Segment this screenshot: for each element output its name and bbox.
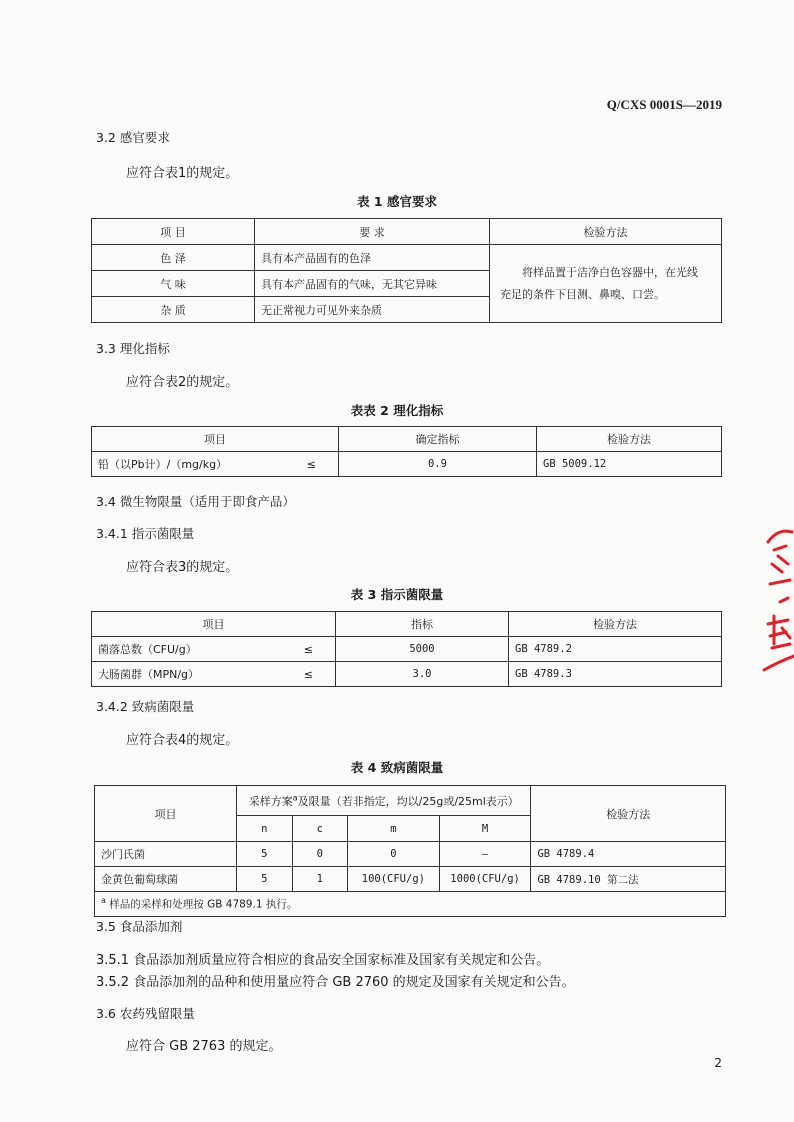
table-cell: 具有本产品固有的气味，无其它异味 xyxy=(255,271,490,297)
section-3-5-heading: 3.5 食品添加剂 xyxy=(96,919,183,934)
table-4-caption: 表 4 致病菌限量 xyxy=(350,760,444,775)
page-number: 2 xyxy=(714,1056,722,1070)
table-header-cell: 检验方法 xyxy=(537,427,722,452)
table-header-cell: 项目 xyxy=(92,612,336,637)
table-1 xyxy=(91,218,722,323)
table-header-cell: 检验方法 xyxy=(509,612,722,637)
table-header-cell: 指标 xyxy=(336,612,509,637)
table-header-cell: 要 求 xyxy=(255,219,490,245)
section-3-2-intro: 应符合表1的规定。 xyxy=(126,166,239,181)
footnote-marker: a xyxy=(292,792,298,802)
seal-stamp-icon xyxy=(760,520,794,690)
table-subheader-n: n xyxy=(237,816,292,842)
table-subheader-c: c xyxy=(292,816,347,842)
footnote-marker: a xyxy=(101,896,106,906)
table-subheader-m: m xyxy=(348,816,440,842)
table-cell: 菌落总数（CFU/g） xyxy=(92,637,268,662)
table-cell: 1000(CFU/g) xyxy=(439,867,531,892)
table-cell: 1 xyxy=(292,867,347,892)
table-cell: 沙门氏菌 xyxy=(95,842,237,867)
table-cell: 100(CFU/g) xyxy=(348,867,440,892)
section-3-4-heading: 3.4 微生物限量（适用于即食产品） xyxy=(96,494,295,509)
table-cell: 大肠菌群（MPN/g） xyxy=(92,662,268,687)
section-3-3-heading: 3.3 理化指标 xyxy=(96,341,170,356)
section-3-4-2-intro: 应符合表4的规定。 xyxy=(126,733,239,748)
table-header-cell: 检验方法 xyxy=(531,786,726,842)
section-3-6-heading: 3.6 农药残留限量 xyxy=(96,1006,195,1021)
table-header-cell: 项目 xyxy=(95,786,237,842)
table-cell: — xyxy=(439,842,531,867)
leq-symbol: ≤ xyxy=(267,662,336,687)
table-cell: GB 4789.3 xyxy=(509,662,722,687)
leq-symbol: ≤ xyxy=(270,452,339,477)
table-2 xyxy=(91,426,722,477)
section-3-3-intro: 应符合表2的规定。 xyxy=(126,375,239,390)
table-cell: 具有本产品固有的色泽 xyxy=(255,245,490,271)
table-cell: 无正常视力可见外来杂质 xyxy=(255,297,490,323)
leq-symbol: ≤ xyxy=(267,637,336,662)
table-header-cell: 项 目 xyxy=(92,219,255,245)
table-2-caption: 表表 2 理化指标 xyxy=(350,403,444,418)
section-3-2-heading: 3.2 感官要求 xyxy=(96,130,170,145)
method-line-1: 将样品置于洁净白色容器中，在光线 xyxy=(522,265,698,279)
table-cell: GB 4789.4 xyxy=(531,842,726,867)
section-3-4-1-heading: 3.4.1 指示菌限量 xyxy=(96,526,195,541)
table-cell: 金黄色葡萄球菌 xyxy=(95,867,237,892)
table-cell: GB 4789.2 xyxy=(509,637,722,662)
table-3-caption: 表 3 指示菌限量 xyxy=(350,587,444,602)
table-cell: 0.9 xyxy=(339,452,537,477)
section-3-4-1-intro: 应符合表3的规定。 xyxy=(126,560,239,575)
table-cell: 0 xyxy=(292,842,347,867)
table-header-cell: 检验方法 xyxy=(490,219,722,245)
table-3 xyxy=(91,611,722,687)
table-cell: 色 泽 xyxy=(92,245,255,271)
table-header-cell: 确定指标 xyxy=(339,427,537,452)
table-subheader-M: M xyxy=(439,816,531,842)
table-1-caption: 表 1 感官要求 xyxy=(357,194,437,209)
table-cell: 杂 质 xyxy=(92,297,255,323)
table-cell-method xyxy=(490,245,722,323)
table-cell: 5 xyxy=(237,867,292,892)
table-cell: 铅（以Pb计）/（mg/kg） xyxy=(92,452,271,477)
table-footnote xyxy=(95,892,726,917)
table-header-cell: 项目 xyxy=(92,427,339,452)
table-cell: 气 味 xyxy=(92,271,255,297)
standard-code: Q/CXS 0001S—2019 xyxy=(606,97,722,112)
section-3-6-intro: 应符合 GB 2763 的规定。 xyxy=(126,1039,282,1054)
section-3-5-1-text: 3.5.1 食品添加剂质量应符合相应的食品安全国家标准及国家有关规定和公告。 xyxy=(96,953,550,968)
table-cell: GB 5009.12 xyxy=(537,452,722,477)
section-3-4-2-heading: 3.4.2 致病菌限量 xyxy=(96,699,195,714)
footnote-text: 样品的采样和处理按 GB 4789.1 执行。 xyxy=(109,898,298,911)
table-cell: GB 4789.10 第二法 xyxy=(531,867,726,892)
table-cell: 5000 xyxy=(336,637,509,662)
table-cell: 3.0 xyxy=(336,662,509,687)
table-cell: 0 xyxy=(348,842,440,867)
plan-label: 采样方案 xyxy=(248,794,293,808)
method-line-2: 充足的条件下目测、鼻嗅、口尝。 xyxy=(500,287,665,301)
table-4 xyxy=(94,785,726,917)
plan-label-rest: 及限量（若非指定，均以/25g或/25ml表示） xyxy=(297,794,519,808)
table-cell: 5 xyxy=(237,842,292,867)
table-header-cell-plan xyxy=(237,786,531,816)
section-3-5-2-text: 3.5.2 食品添加剂的品种和使用量应符合 GB 2760 的规定及国家有关规定和公告。 xyxy=(96,975,575,990)
